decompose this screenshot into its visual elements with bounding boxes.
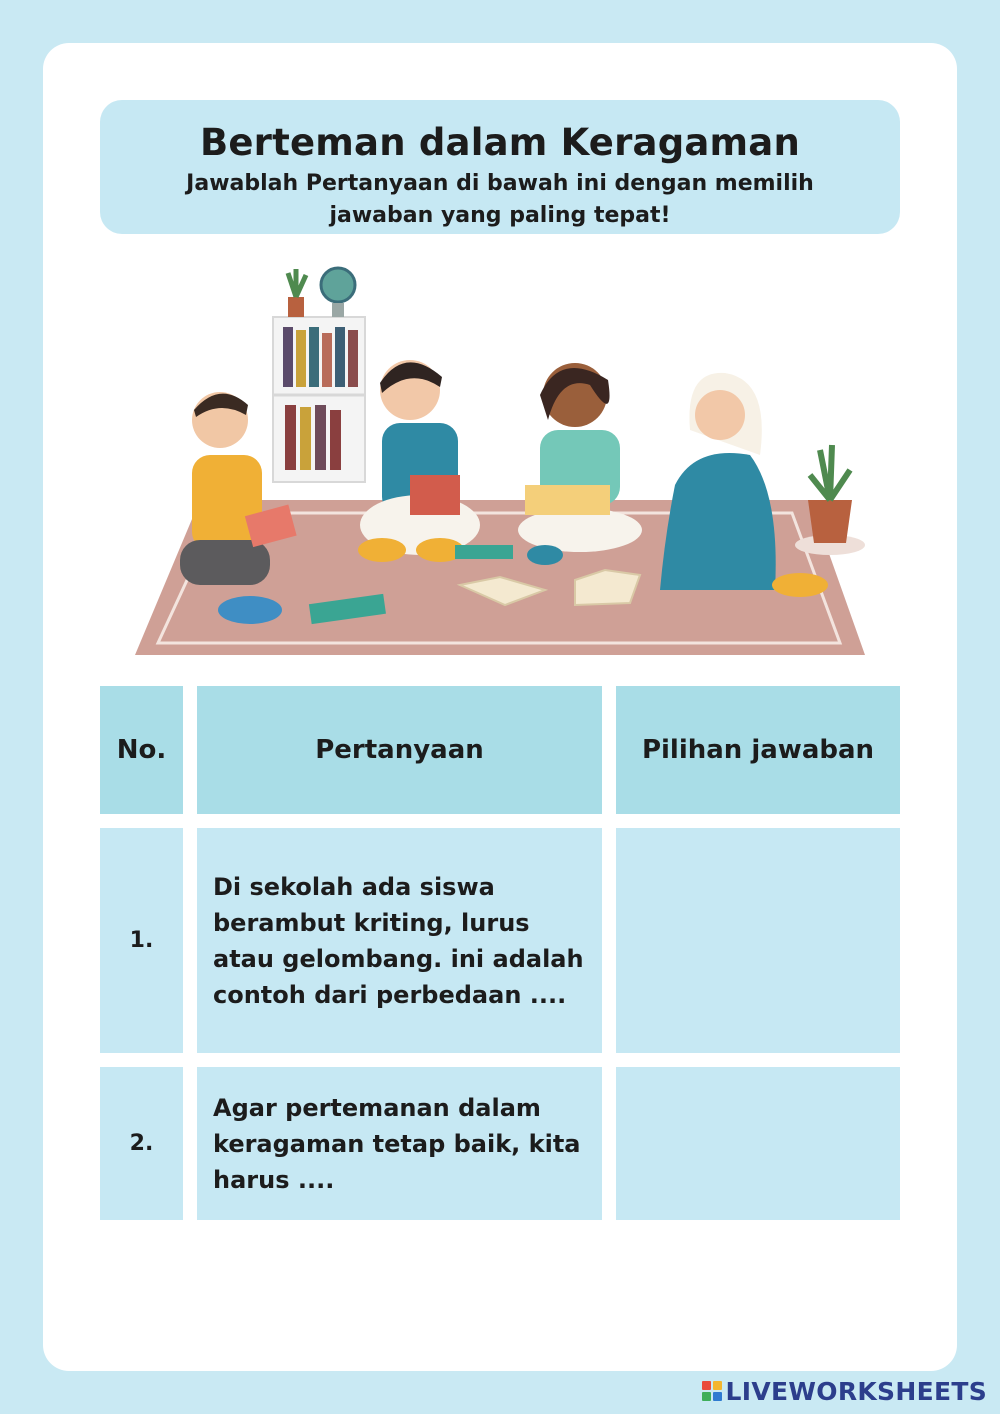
brand-name: LIVEWORKSHEETS	[725, 1376, 987, 1406]
row-2-question-cell	[197, 1067, 602, 1220]
row-1-question-cell	[197, 828, 602, 1053]
title-banner	[100, 100, 900, 234]
row-2-number-cell	[100, 1067, 183, 1220]
worksheet-title: Berteman dalam Keragaman	[199, 121, 801, 164]
worksheet-instruction: Jawablah Pertanyaan di bawah ini dengan memilih jawaban yang paling tepat!	[186, 171, 814, 228]
row-1-question: Di sekolah ada siswa berambut kriting, lurus atau gelombang. ini adalah contoh dari perbedaan ....	[213, 872, 584, 1009]
plant-icon	[288, 269, 306, 317]
bookshelf-icon	[273, 317, 365, 482]
column-header-question: Pertanyaan	[197, 686, 602, 814]
liveworksheets-logo-icon	[702, 1381, 722, 1401]
column-header-number: No.	[100, 686, 183, 814]
row-2-number: 2.	[129, 1131, 154, 1156]
row-1-number-cell	[100, 828, 183, 1053]
globe-icon	[321, 268, 355, 317]
child-3-figure	[518, 363, 642, 565]
children-reading-illustration	[120, 255, 880, 670]
row-1-answer-dropdown[interactable]	[616, 828, 900, 1053]
row-1-number: 1.	[129, 928, 154, 953]
row-2-answer-dropdown[interactable]	[616, 1067, 900, 1220]
liveworksheets-brand[interactable]	[702, 1376, 987, 1406]
column-header-answer: Pilihan jawaban	[616, 686, 900, 814]
row-2-question: Agar pertemanan dalam keragaman tetap baik, kita harus ....	[213, 1093, 581, 1194]
child-2-figure	[358, 360, 480, 562]
